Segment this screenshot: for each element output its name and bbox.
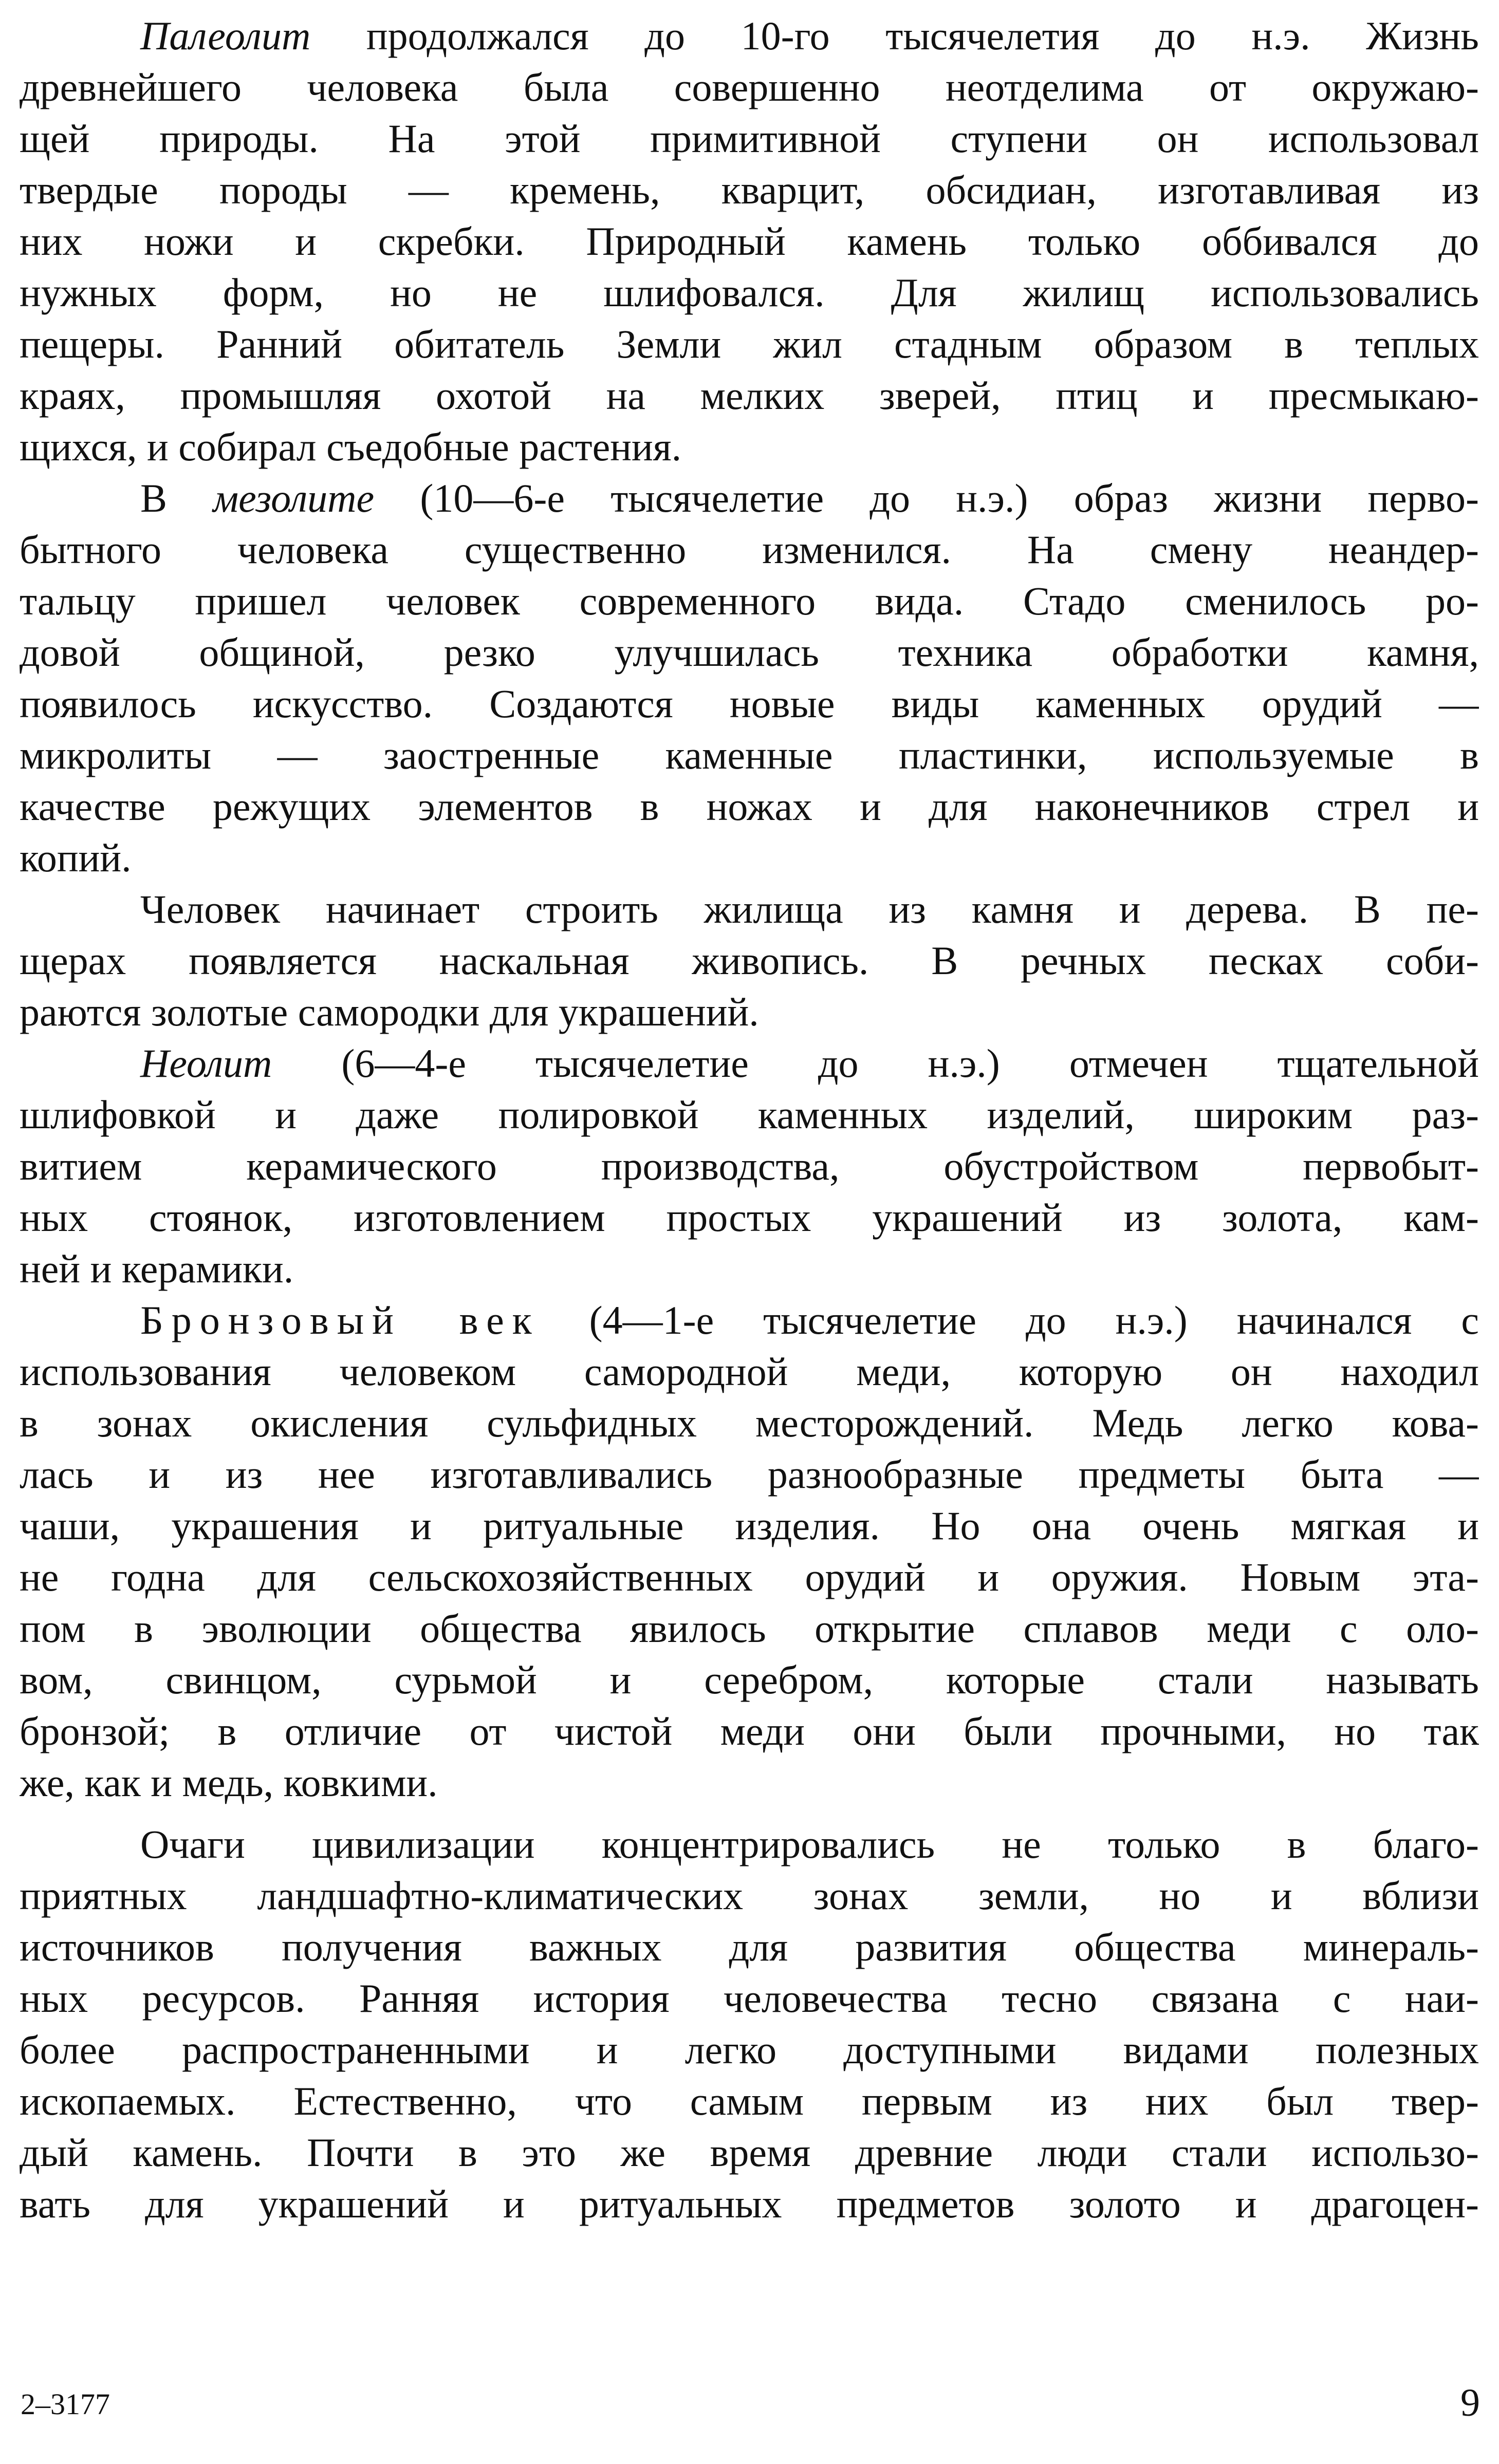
- printer-signature-mark: 2–3177: [21, 2387, 110, 2421]
- text-line: более распространенными и легко доступными видами полезных: [20, 2027, 1479, 2072]
- paragraph-lead-term: Бронзовый век: [140, 1298, 540, 1342]
- text-line: древнейшего человека была совершенно неотделима от окружаю-: [20, 65, 1479, 109]
- text-line: [20, 1038, 1479, 1089]
- text-line: довой общиной, резко улучшилась техника обработки камня,: [20, 630, 1479, 675]
- page-number: 9: [1460, 2381, 1480, 2424]
- paragraph-lead-term: мезолите: [213, 476, 375, 520]
- text-line: в зонах окисления сульфидных месторождений. Медь легко кова-: [20, 1401, 1479, 1445]
- text-line: Очаги цивилизации концентрировались не только в благо-: [140, 1822, 1479, 1866]
- text-line: ных ресурсов. Ранняя история человечества тесно связана с наи-: [20, 1976, 1479, 2021]
- text-line: тальцу пришел человек современного вида. Стадо сменилось ро-: [20, 578, 1479, 623]
- text-line: появилось искусство. Создаются новые виды каменных орудий —: [20, 681, 1479, 726]
- text-line-content: (10—6-е тысячелетие до н.э.) образ жизни перво-: [374, 476, 1479, 520]
- text-line-prefix: В: [140, 476, 213, 520]
- text-line: нужных форм, но не шлифовался. Для жилищ использовались: [20, 270, 1479, 315]
- text-line: витием керамического производства, обустройством первобыт-: [20, 1144, 1479, 1188]
- text-line: ных стоянок, изготовлением простых украшений из золота, кам-: [20, 1195, 1479, 1240]
- text-line: чаши, украшения и ритуальные изделия. Но она очень мягкая и: [20, 1503, 1479, 1548]
- text-line: вом, свинцом, сурьмой и серебром, которые стали называть: [20, 1657, 1479, 1702]
- text-line: бытного человека существенно изменился. На смену неандер-: [20, 527, 1479, 572]
- text-line: источников получения важных для развития общества минераль-: [20, 1925, 1479, 1969]
- text-line: использования человеком самородной меди, которую он находил: [20, 1349, 1479, 1394]
- text-line: приятных ландшафтно-климатических зонах земли, но и вблизи: [20, 1873, 1479, 1918]
- text-line: [20, 10, 1479, 62]
- text-line: щихся, и собирал съедобные растения.: [20, 424, 682, 469]
- text-line: не годна для сельскохозяйственных орудий и оружия. Новым эта-: [20, 1555, 1479, 1599]
- text-line: бронзой; в отличие от чистой меди они были прочными, но так: [20, 1709, 1479, 1753]
- text-line: щей природы. На этой примитивной ступени он использовал: [20, 116, 1479, 161]
- text-line: лась и из нее изготавливались разнообразные предметы быта —: [20, 1452, 1479, 1497]
- paragraph-lead-term: Палеолит: [140, 13, 311, 58]
- text-line: ней и керамики.: [20, 1246, 294, 1291]
- text-line: [20, 473, 1479, 524]
- text-line: же, как и медь, ковкими.: [20, 1760, 438, 1805]
- text-line: пещеры. Ранний обитатель Земли жил стадным образом в теплых: [20, 322, 1479, 366]
- paragraph-lead-term: Неолит: [140, 1041, 272, 1086]
- text-line: них ножи и скребки. Природный камень только оббивался до: [20, 219, 1479, 264]
- text-line: щерах появляется наскальная живопись. В речных песках соби-: [20, 938, 1479, 983]
- text-line: качестве режущих элементов в ножах и для наконечников стрел и: [20, 784, 1479, 829]
- text-line: раются золотые самородки для украшений.: [20, 990, 759, 1034]
- text-line-content: (4—1-е тысячелетие до н.э.) начинался с: [540, 1298, 1479, 1342]
- text-line: [20, 1295, 1479, 1346]
- text-line: пом в эволюции общества явилось открытие сплавов меди с оло-: [20, 1606, 1479, 1651]
- text-line: Человек начинает строить жилища из камня и дерева. В пе-: [140, 887, 1479, 931]
- text-line: шлифовкой и даже полировкой каменных изделий, широким раз-: [20, 1092, 1479, 1137]
- text-line: вать для украшений и ритуальных предметов золото и драгоцен-: [20, 2181, 1479, 2226]
- text-line: твердые породы — кремень, кварцит, обсидиан, изготавливая из: [20, 167, 1479, 212]
- text-line-content: продолжался до 10-го тысячелетия до н.э. Жизнь: [310, 13, 1479, 58]
- text-line: дый камень. Почти в это же время древние люди стали использо-: [20, 2130, 1479, 2175]
- text-line: ископаемых. Естественно, что самым первым из них был твер-: [20, 2079, 1479, 2123]
- text-line-content: (6—4-е тысячелетие до н.э.) отмечен тщательной: [272, 1041, 1479, 1086]
- text-line: краях, промышляя охотой на мелких зверей, птиц и пресмыкаю-: [20, 373, 1479, 418]
- text-line: микролиты — заостренные каменные пластинки, используемые в: [20, 733, 1479, 777]
- text-line: копий.: [20, 835, 132, 880]
